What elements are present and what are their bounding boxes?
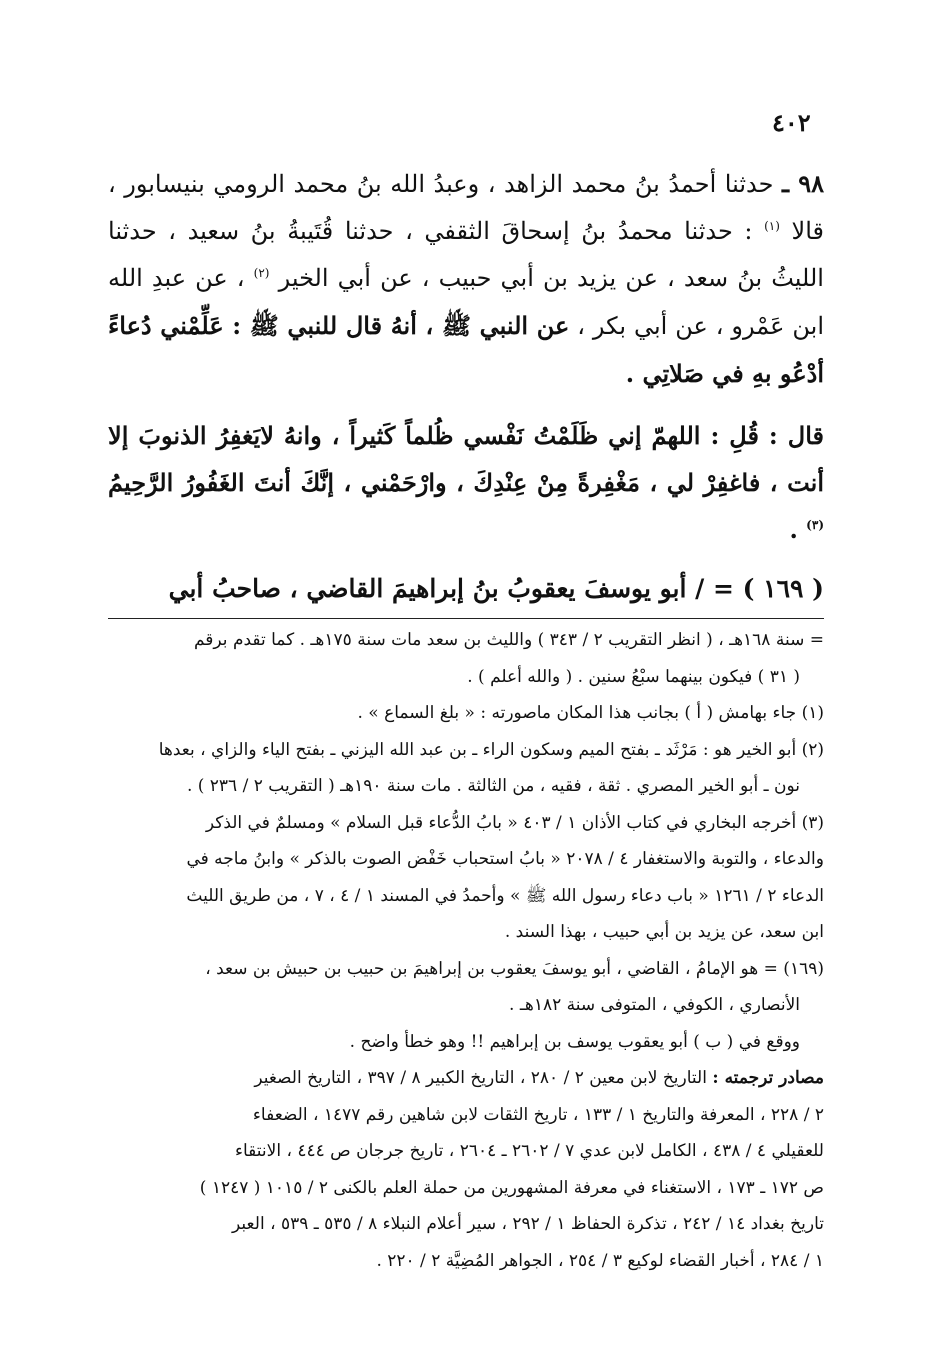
footnote-continuation-line-2: ( ٣١ ) فيكون بينهما سبْعُ سنين . ( والله أعلم ) . bbox=[467, 666, 800, 687]
footnote-3-line-1: (٣) أخرجه البخاري في كتاب الأذان ١ / ٤٠٣ « بابُ الدُّعاء قبل السلام » ومسلمٌ في الذكر bbox=[205, 812, 824, 833]
prayer-end: . bbox=[789, 515, 798, 544]
footnote-3-line-3: الدعاء ٢ / ١٢٦١ « باب دعاء رسول الله ﷺ » وأحمدُ في المسند ١ / ٤ ، ٧ ، من طريق الليث bbox=[186, 885, 824, 906]
prayer-text: قال : قُلِ : اللهمّ إني ظَلَمْتُ نَفْسي ظُلماً كَثيراً ، وانهُ لايَغفِرُ الذنوبَ إلا أنت ، فاغفِرْ لي ، مَغْفِرةً مِنْ عِنْدِكَ ، وارْحَمْني ، إنَّكَ أنتَ الغَفُورُ الرَّحِيمُ bbox=[108, 421, 824, 497]
sources-line-4: ص ١٧٢ ـ ١٧٣ ، الاستغناء في معرفة المشهورين من حملة العلم بالكنى ٢ / ١٠١٥ ( ١٢٤٧ ) bbox=[199, 1177, 824, 1198]
page-number: ٤٠٢ bbox=[772, 108, 811, 137]
footnotes bbox=[108, 622, 824, 1279]
sources-label: مصادر ترجمته : bbox=[712, 1068, 824, 1088]
prayer-paragraph bbox=[108, 412, 824, 553]
sources-line-2: ٢ / ٢٢٨ ، المعرفة والتاريخ ١ / ١٣٣ ، تاريخ الثقات لابن شاهين رقم ١٤٧٧ ، الضعفاء bbox=[252, 1104, 824, 1125]
footnote-1: (١) جاء بهامش ( أ ) بجانب هذا المكان ماصورته : « بلغ السماع » . bbox=[357, 703, 824, 723]
footnote-divider bbox=[108, 618, 824, 619]
footnote-2-line-1: (٢) أبو الخير هو : مَرْثَد ـ بفتح الميم وسكون الراء ـ بن عبد الله اليزني ـ بفتح الياء والزاي ، بعدها bbox=[158, 739, 824, 760]
footnote-mark-2: (٢) bbox=[253, 266, 270, 280]
sources-line-5: تاريخ بغداد ١٤ / ٢٤٢ ، تذكرة الحفاظ ١ / ٢٩٢ ، سير أعلام النبلاء ٨ / ٥٣٥ ـ ٥٣٩ ، العبر bbox=[232, 1214, 824, 1234]
footnote-2-line-2: نون ـ أبو الخير المصري . ثقة ، فقيه ، من الثالثة . مات سنة ١٩٠هـ ( التقريب ٢ / ٢٣٦ ) . bbox=[186, 776, 800, 796]
matn-intro: عن النبي ﷺ ، أنهُ قال للنبي ﷺ : عَلِّمْني دُعاءً أدْعُو بهِ في صَلاتِي . bbox=[108, 311, 824, 388]
footnote-mark-3: (٣) bbox=[806, 518, 824, 532]
footnote-169-line-3: ووقع في ( ب ) أبو يعقوب يوسف بن إبراهيم !! وهو خطأ واضح . bbox=[349, 1031, 800, 1052]
sources-line-1 bbox=[108, 1060, 824, 1097]
isnad-text-3: ، عن عبدِ الله ابن عَمْرو ، عن أبي بكر ، bbox=[108, 264, 824, 340]
isnad-text: حدثنا أحمدُ بنُ محمد الزاهد ، وعبدُ الله بنُ محمد الرومي بنيسابور ، قالا bbox=[108, 170, 824, 245]
footnote-169-line-1: (١٦٩) = هو الإمامُ ، القاضي ، أبو يوسفَ يعقوب بن إبراهيمَ بن حبيب بن حبيش بن سعد ، bbox=[205, 958, 824, 979]
hadith-paragraph bbox=[108, 160, 824, 398]
sources-line-6: ١ / ٢٨٤ ، أخبار القضاء لوكيع ٣ / ٢٥٤ ، الجواهر المُضِيَّة ٢ / ٢٢٠ . bbox=[376, 1250, 824, 1271]
sources-line-3: للعقيلي ٤ / ٤٣٨ ، الكامل لابن عدي ٧ / ٢٦٠٢ ـ ٢٦٠٤ ، تاريخ جرجان ص ٤٤٤ ، الانتقاء bbox=[234, 1141, 824, 1161]
main-text bbox=[108, 160, 824, 612]
footnote-3-line-2: والدعاء ، والتوبة والاستغفار ٤ / ٢٠٧٨ « بابُ استحباب خَفْض الصوت بالذكر » وابنُ ماجه في bbox=[186, 849, 824, 869]
footnote-3-line-4: ابن سعد، عن يزيد بن أبي حبيب ، بهذا السند . bbox=[504, 922, 824, 942]
footnote-mark-1: (١) bbox=[764, 219, 780, 233]
biography-heading: ( ١٦٩ ) = / أبو يوسفَ يعقوبُ بنُ إبراهيمَ القاضي ، صاحبُ أبي bbox=[168, 574, 824, 603]
footnote-continuation-line-1: = سنة ١٦٨هـ ، ( انظر التقريب ٢ / ٣٤٣ ) والليث بن سعد مات سنة ١٧٥هـ . كما تقدم برقم bbox=[193, 630, 824, 650]
isnad-text-2: : حدثنا محمدُ بنُ إسحاقَ الثقفي ، حدثنا قُتَيبةُ بنُ سعيد ، حدثنا الليثُ بنُ سعد ، عن يزيد بن أبي حبيب ، عن أبي الخير bbox=[108, 217, 824, 292]
sources-text-1: التاريخ لابن معين ٢ / ٢٨٠ ، التاريخ الكبير ٨ / ٣٩٧ ، التاريخ الصغير bbox=[254, 1068, 707, 1088]
hadith-number: ٩٨ ـ bbox=[781, 169, 824, 198]
footnote-169-line-2: الأنصاري ، الكوفي ، المتوفى سنة ١٨٢هـ . bbox=[509, 995, 800, 1015]
